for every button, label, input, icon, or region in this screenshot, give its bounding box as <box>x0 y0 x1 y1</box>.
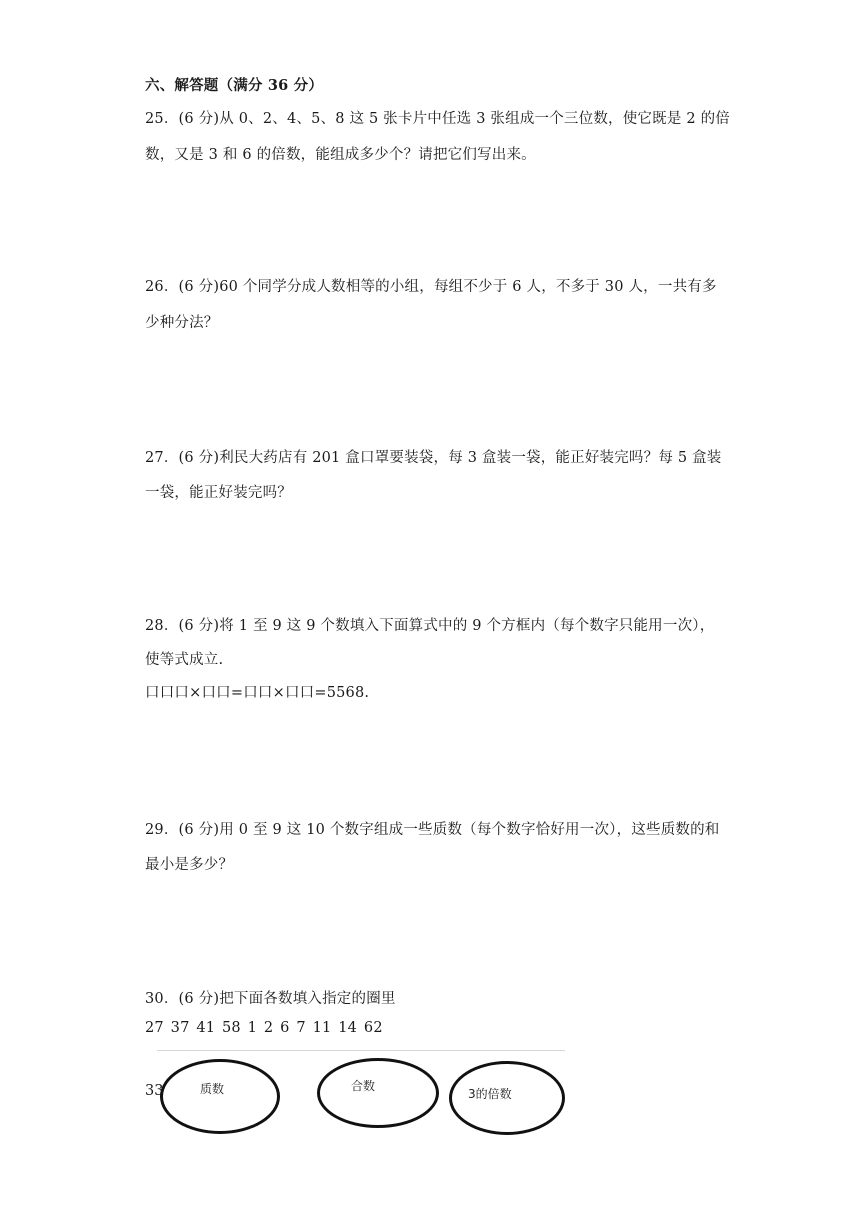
question-text-line: 最小是多少？ <box>145 857 234 873</box>
figure-top-rule <box>157 1050 565 1051</box>
stray-number: 33 <box>145 1083 164 1099</box>
question-text-line: 使等式成立. <box>145 652 224 668</box>
question-text-line: 29．(6 分)用 0 至 9 这 10 个数字组成一些质数（每个数字恰好用一次），这些质数的和 <box>145 822 720 838</box>
question-text-line: 30．(6 分)把下面各数填入指定的圈里 <box>145 991 396 1007</box>
question-text-line: 26．(6 分)60 个同学分成人数相等的小组，每组不少于 6 人，不多于 30 人，一共有多 <box>145 279 717 295</box>
question-text-line: 25．(6 分)从 0、2、4、5、8 这 5 张卡片中任选 3 张组成一个三位数，使它既是 2 的倍 <box>145 111 730 127</box>
equation-line: 口口口×口口=口口×口口=5568. <box>145 685 370 701</box>
question-text-line: 一袋，能正好装完吗？ <box>145 485 292 501</box>
question-text-line: 28．(6 分)将 1 至 9 这 9 个数填入下面算式中的 9 个方框内（每个数字只能用一次）， <box>145 618 715 634</box>
multiple-of-3-circle-label: 3的倍数 <box>468 1087 512 1101</box>
sorting-figure <box>145 1050 565 1140</box>
question-text-line: 27．(6 分)利民大药店有 201 盒口罩要装袋，每 3 盒装一袋，能正好装完吗？每 5 盒装 <box>145 450 722 466</box>
number-list: 27 37 41 58 1 2 6 7 11 14 62 <box>145 1020 383 1036</box>
question-text-line: 数，又是 3 和 6 的倍数，能组成多少个？请把它们写出来。 <box>145 147 536 163</box>
composite-circle <box>317 1058 439 1128</box>
prime-circle-label: 质数 <box>200 1082 225 1096</box>
question-text-line: 少种分法？ <box>145 315 219 331</box>
section-title: 六、解答题（满分 36 分） <box>145 77 324 94</box>
composite-circle-label: 合数 <box>351 1079 376 1093</box>
